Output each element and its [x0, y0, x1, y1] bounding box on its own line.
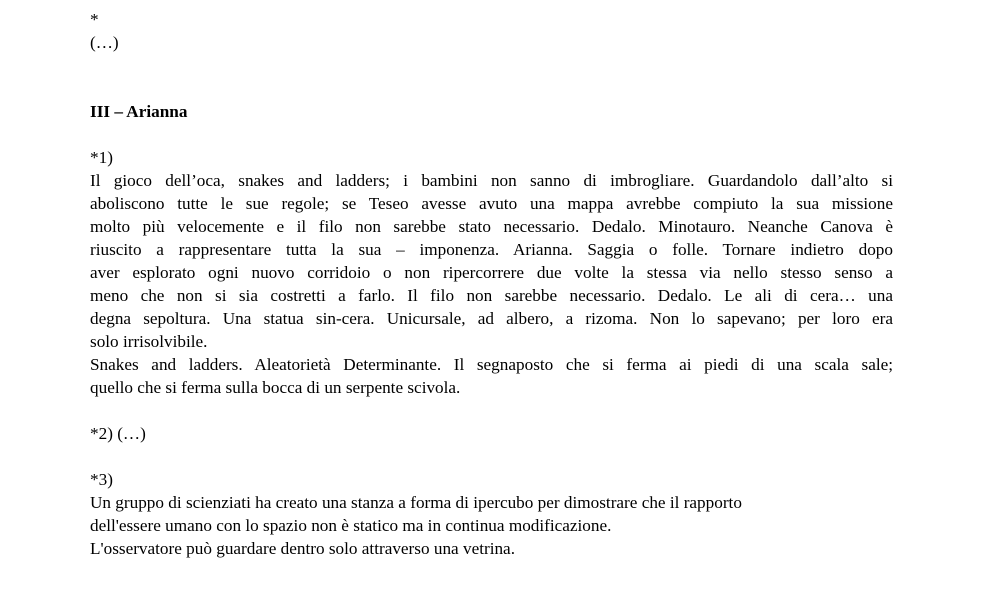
- section-3-paragraph: [90, 491, 896, 560]
- spacer: [90, 445, 896, 468]
- paragraph-line: aboliscono tutte le sue regole; se Teseo avesse avuto una mappa avrebbe compiuto la sua missione: [90, 194, 893, 213]
- paragraph-line: riuscito a rappresentare tutta la sua – imponenza. Arianna. Saggia o folle. Tornare indietro dopo: [90, 240, 893, 259]
- paragraph-line: molto più velocemente e il filo non sarebbe stato necessario. Dedalo. Minotauro. Neanche Canova è: [90, 217, 893, 236]
- section-heading: III – Arianna: [90, 102, 188, 121]
- paragraph-line: Il gioco dell’oca, snakes and ladders; i bambini non sanno di imbrogliare. Guardandolo dall’alto si: [90, 171, 893, 190]
- section-1-marker: *1): [90, 148, 113, 167]
- spacer: [90, 123, 896, 146]
- paragraph-line: dell'essere umano con lo spazio non è statico ma in continua modificazione.: [90, 516, 612, 535]
- paragraph-line: quello che si ferma sulla bocca di un serpente scivola.: [90, 378, 461, 397]
- section-2-marker: *2) (…): [90, 424, 146, 443]
- section-1-paragraph: [90, 169, 896, 353]
- paragraph-line: Un gruppo di scienziati ha creato una stanza a forma di ipercubo per dimostrare che il rapporto: [90, 493, 742, 512]
- spacer: [90, 399, 896, 422]
- spacer: [90, 54, 896, 100]
- ellipsis-marker: (…): [90, 33, 119, 52]
- paragraph-line: meno che non si sia costretti a farlo. Il filo non sarebbe necessario. Dedalo. Le ali di cera… una: [90, 286, 893, 305]
- asterisk-marker: *: [90, 10, 99, 29]
- paragraph-line: L'osservatore può guardare dentro solo attraverso una vetrina.: [90, 539, 515, 558]
- paragraph-line: solo irrisolvibile.: [90, 332, 208, 351]
- paragraph-line: degna sepoltura. Una statua sin-cera. Unicursale, ad albero, a rizoma. Non lo sapevano; per loro era: [90, 309, 893, 328]
- section-3-marker: *3): [90, 470, 113, 489]
- paragraph-line: aver esplorato ogni nuovo corridoio o non ripercorrere due volte la stessa via nello stesso senso a: [90, 263, 893, 282]
- document-page: [90, 8, 896, 560]
- paragraph-line: Snakes and ladders. Aleatorietà Determinante. Il segnaposto che si ferma ai piedi di una scala sale;: [90, 355, 893, 374]
- section-1-paragraph-2: [90, 353, 896, 399]
